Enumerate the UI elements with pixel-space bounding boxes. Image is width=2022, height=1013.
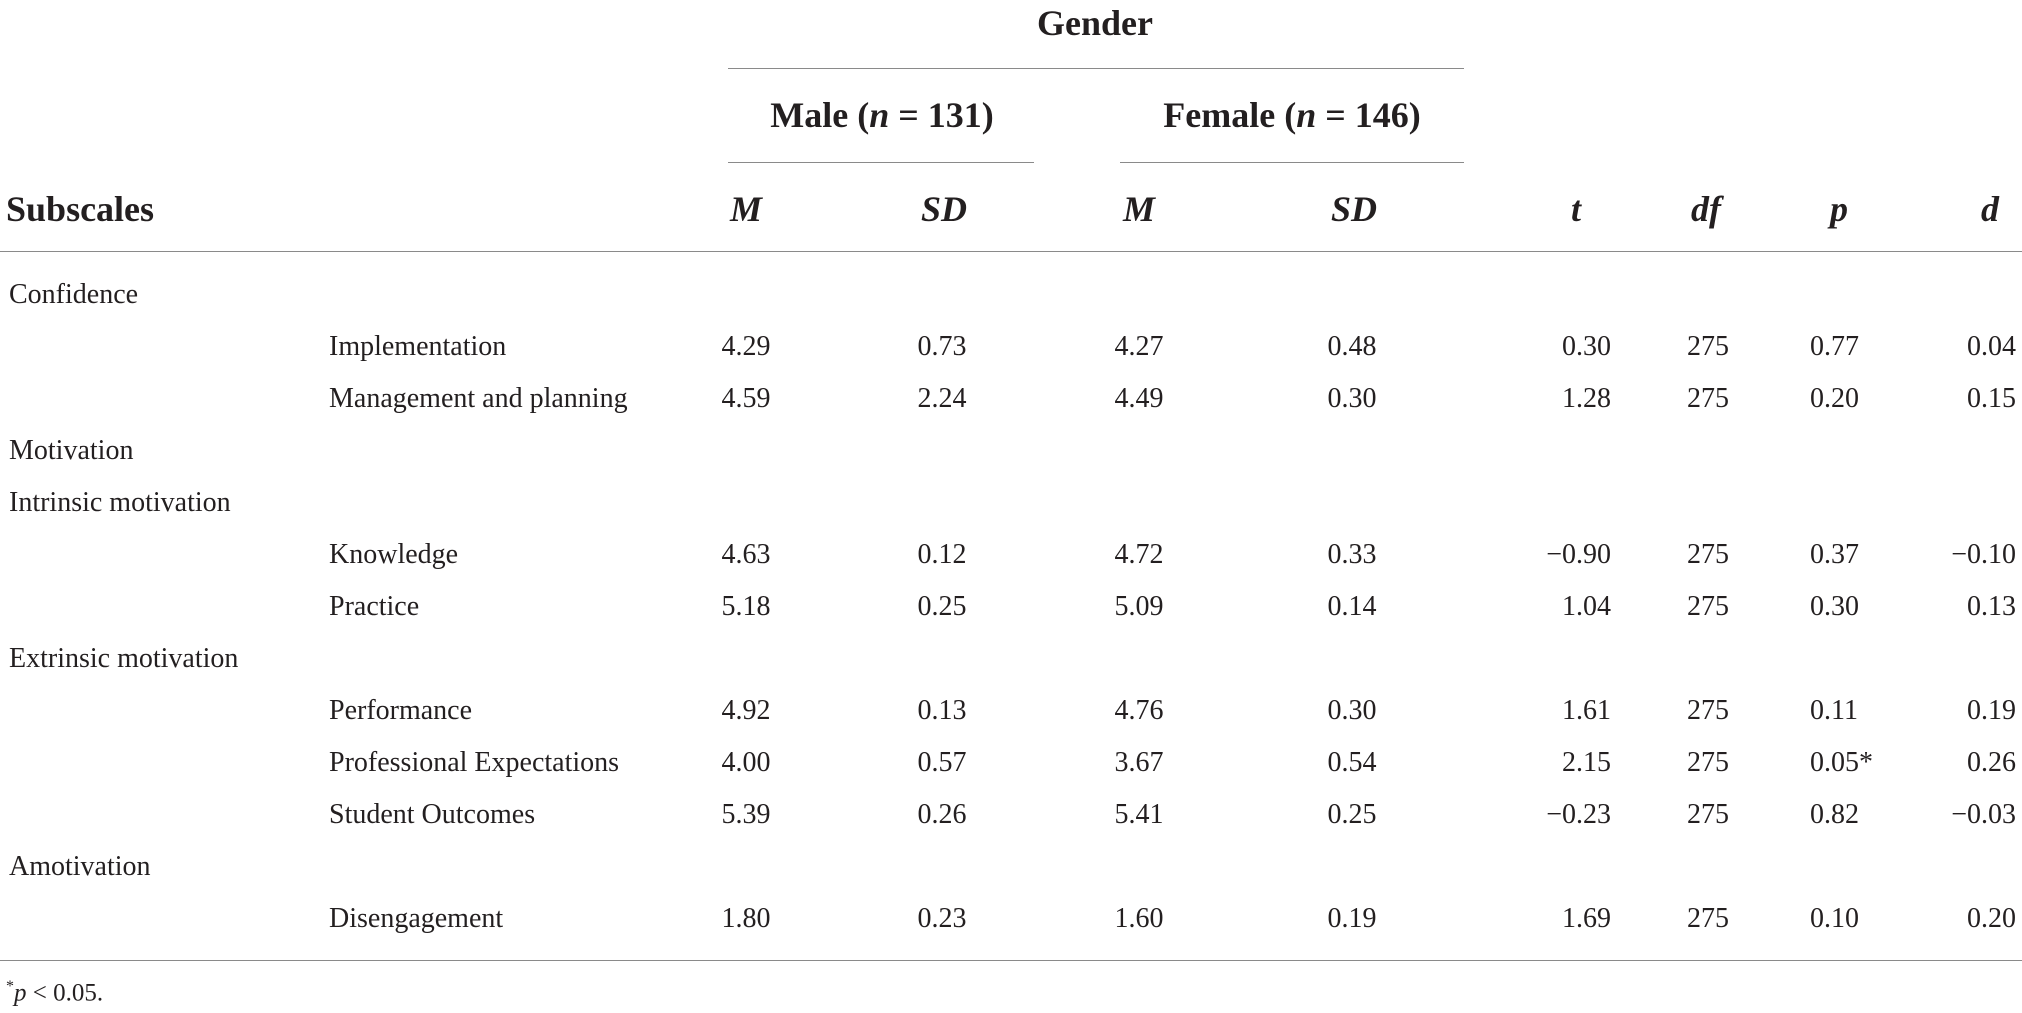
male-m-header: M xyxy=(729,189,763,229)
df-header: df xyxy=(1691,189,1721,229)
cell-male-m: 4.63 xyxy=(721,539,771,570)
cell-df: 275 xyxy=(1687,591,1729,622)
row-category-label: Intrinsic motivation xyxy=(9,487,231,518)
male-sd-header: SD xyxy=(920,189,968,229)
male-rule xyxy=(728,162,1034,163)
cell-male-m: 5.39 xyxy=(721,799,771,830)
row-subscale-label: Management and planning xyxy=(329,383,628,414)
cell-female-m: 5.09 xyxy=(1114,591,1164,622)
cell-female-sd: 0.48 xyxy=(1327,331,1377,362)
footnote-p-symbol: p xyxy=(14,979,27,1007)
male-group-header xyxy=(770,94,994,136)
cell-p: 0.77 xyxy=(1810,331,1859,362)
cell-female-m: 4.72 xyxy=(1114,539,1164,570)
female-m-header: M xyxy=(1122,189,1156,229)
cell-df: 275 xyxy=(1687,539,1729,570)
cell-male-sd: 0.25 xyxy=(917,591,967,622)
cell-male-m: 1.80 xyxy=(721,903,771,934)
cell-d: 0.13 xyxy=(1967,591,2016,622)
cell-t: −0.90 xyxy=(1546,539,1611,570)
cell-d: 0.20 xyxy=(1967,903,2016,934)
cell-male-sd: 0.26 xyxy=(917,799,967,830)
cell-t: 1.04 xyxy=(1562,591,1611,622)
cell-df: 275 xyxy=(1687,903,1729,934)
cell-female-m: 3.67 xyxy=(1114,747,1164,778)
table-bottom-rule xyxy=(0,960,2022,961)
cell-df: 275 xyxy=(1687,799,1729,830)
cell-male-sd: 0.57 xyxy=(917,747,967,778)
male-label: Male ( xyxy=(770,95,870,135)
row-category-label: Extrinsic motivation xyxy=(9,643,239,674)
female-group-header xyxy=(1163,94,1420,136)
cell-female-m: 5.41 xyxy=(1114,799,1164,830)
cell-male-sd: 0.23 xyxy=(917,903,967,934)
male-n-symbol: n xyxy=(869,95,890,135)
cell-p: 0.11 xyxy=(1810,695,1858,726)
row-subscale-label: Practice xyxy=(329,591,420,622)
row-subscale-label: Knowledge xyxy=(329,539,459,570)
cell-df: 275 xyxy=(1687,383,1729,414)
cell-female-sd: 0.14 xyxy=(1327,591,1377,622)
row-category-label: Confidence xyxy=(9,279,139,310)
cell-t: −0.23 xyxy=(1546,799,1611,830)
cell-t: 0.30 xyxy=(1562,331,1611,362)
cell-male-sd: 0.13 xyxy=(917,695,967,726)
cell-p: 0.30 xyxy=(1810,591,1859,622)
row-subscale-label: Implementation xyxy=(329,331,507,362)
female-n-value: = 146) xyxy=(1316,95,1421,135)
cell-male-m: 4.59 xyxy=(721,383,771,414)
gender-group-title: Gender xyxy=(1037,3,1153,43)
p-header: p xyxy=(1830,189,1848,229)
cell-male-sd: 0.12 xyxy=(917,539,967,570)
cell-female-sd: 0.33 xyxy=(1327,539,1377,570)
cell-t: 1.69 xyxy=(1562,903,1611,934)
cell-t: 1.28 xyxy=(1562,383,1611,414)
cell-df: 275 xyxy=(1687,331,1729,362)
cell-male-m: 4.29 xyxy=(721,331,771,362)
cell-d: −0.10 xyxy=(1951,539,2016,570)
row-category-label: Amotivation xyxy=(9,851,151,882)
cell-p: 0.37 xyxy=(1810,539,1859,570)
cell-female-sd: 0.30 xyxy=(1327,383,1377,414)
d-header: d xyxy=(1981,189,1999,229)
cell-female-sd: 0.54 xyxy=(1327,747,1377,778)
cell-d: 0.26 xyxy=(1967,747,2016,778)
female-label: Female ( xyxy=(1163,95,1297,135)
cell-male-m: 4.00 xyxy=(721,747,771,778)
cell-d: 0.15 xyxy=(1967,383,2016,414)
cell-df: 275 xyxy=(1687,747,1729,778)
female-n-symbol: n xyxy=(1296,95,1317,135)
female-sd-header: SD xyxy=(1330,189,1378,229)
row-subscale-label: Student Outcomes xyxy=(329,799,536,830)
cell-male-sd: 2.24 xyxy=(917,383,967,414)
cell-male-sd: 0.73 xyxy=(917,331,967,362)
cell-d: −0.03 xyxy=(1951,799,2016,830)
cell-female-sd: 0.19 xyxy=(1327,903,1377,934)
footnote xyxy=(6,978,103,1007)
row-subscale-label: Professional Expectations xyxy=(329,747,620,778)
female-rule xyxy=(1120,162,1464,163)
t-header: t xyxy=(1570,189,1582,229)
cell-p: 0.20 xyxy=(1810,383,1859,414)
cell-p: 0.10 xyxy=(1810,903,1859,934)
subscales-header: Subscales xyxy=(6,189,155,229)
cell-female-sd: 0.25 xyxy=(1327,799,1377,830)
row-subscale-label: Disengagement xyxy=(329,903,504,934)
cell-male-m: 4.92 xyxy=(721,695,771,726)
header-bottom-rule xyxy=(0,251,2022,252)
footnote-text: < 0.05. xyxy=(26,979,104,1007)
cell-female-m: 4.27 xyxy=(1114,331,1164,362)
gender-rule xyxy=(728,68,1464,69)
cell-female-sd: 0.30 xyxy=(1327,695,1377,726)
cell-p: 0.05* xyxy=(1810,747,1873,778)
cell-d: 0.19 xyxy=(1967,695,2016,726)
footnote-star: * xyxy=(6,978,14,995)
male-n-value: = 131) xyxy=(889,95,994,135)
cell-female-m: 4.49 xyxy=(1114,383,1164,414)
cell-male-m: 5.18 xyxy=(721,591,771,622)
cell-d: 0.04 xyxy=(1967,331,2016,362)
cell-p: 0.82 xyxy=(1810,799,1859,830)
cell-t: 1.61 xyxy=(1562,695,1611,726)
row-subscale-label: Performance xyxy=(329,695,473,726)
row-category-label: Motivation xyxy=(9,435,134,466)
cell-t: 2.15 xyxy=(1562,747,1611,778)
cell-df: 275 xyxy=(1687,695,1729,726)
cell-female-m: 4.76 xyxy=(1114,695,1164,726)
cell-female-m: 1.60 xyxy=(1114,903,1164,934)
